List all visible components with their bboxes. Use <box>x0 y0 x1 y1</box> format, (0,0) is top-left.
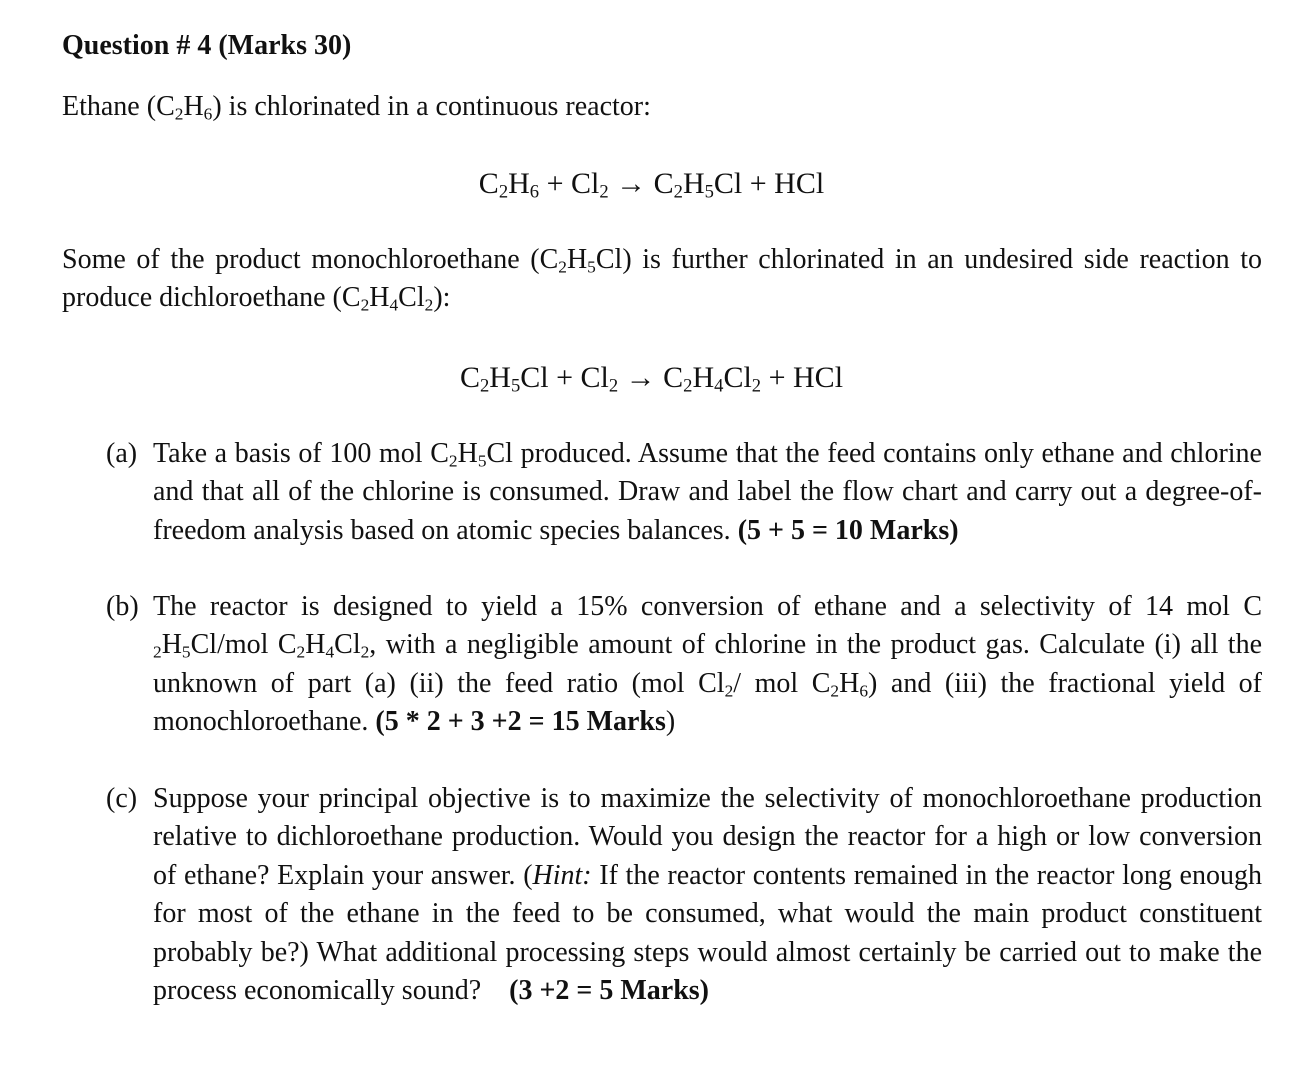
part-a-text: Take a basis of 100 mol $C_2H_5Cl$ produced. Assume that the feed contains only ethane and chlorine and that all of the chlorine is consumed. Draw and label the flow chart and carry out a degree-of-freedom analysis based on atomic species balances. (5 + 5 = 10 Marks) <box>153 438 1262 546</box>
side-reaction-equation: $C_2H_5Cl + Cl_2 \to C_2H_4Cl_2$ + HCl <box>459 361 844 397</box>
question-title: Question # 4 (Marks 30) <box>62 30 352 61</box>
part-c-label: (c) <box>106 783 138 814</box>
part-c-marks: (3 +2 = 5 Marks) <box>509 975 710 1007</box>
main-reaction-equation: $C_2H_6 + Cl_2 \to C_2H_5Cl$ + HCl <box>478 167 825 203</box>
hint-label: Hint: <box>532 859 592 891</box>
part-a <box>106 435 1262 550</box>
intro-paragraph: Ethane $(C_2H_6)$ is chlorinated in a continuous reactor: <box>62 91 651 124</box>
side-reaction-paragraph: Some of the product monochloroethane $(C_2H_5Cl)$ is further chlorinated in an undesired side reaction to produce dichloroethane $(C_2H_4Cl_2)$: <box>62 244 1262 315</box>
part-c <box>106 780 1262 1010</box>
part-b-text: The reactor is designed to yield a 15% conversion of ethane and a selectivity of 14 mol C $_2H_5Cl$/mol $C_2H_4Cl_2$, with a negligible amount of chlorine in the product gas. Calculate (i) all the unknown of part (a) (ii) the feed ratio (mol $Cl_2/$ mol $C_2H_6$) and (iii) the fractional yield of monochloroethane. (5 * 2 + 3 +2 = 15 Marks) <box>153 591 1262 738</box>
part-b <box>106 588 1262 742</box>
part-b-label: (b) <box>106 591 139 622</box>
part-b-marks: (5 * 2 + 3 +2 = 15 Marks <box>375 706 666 738</box>
part-a-label: (a) <box>106 438 138 469</box>
part-a-marks: (5 + 5 = 10 Marks) <box>737 514 959 546</box>
part-c-text: Suppose your principal objective is to maximize the selectivity of monochloroethane production relative to dichloroethane production. Would you design the reactor for a high or low conversion of ethane? Explain your answer. (Hint: If the reactor contents remained in the reactor long enough for most of the ethane in the feed to be consumed, what would the main product constituent probably be?) What additional processing steps would almost certainly be carried out to make the process economically sound? (3 +2 = 5 Marks) <box>153 783 1262 1007</box>
